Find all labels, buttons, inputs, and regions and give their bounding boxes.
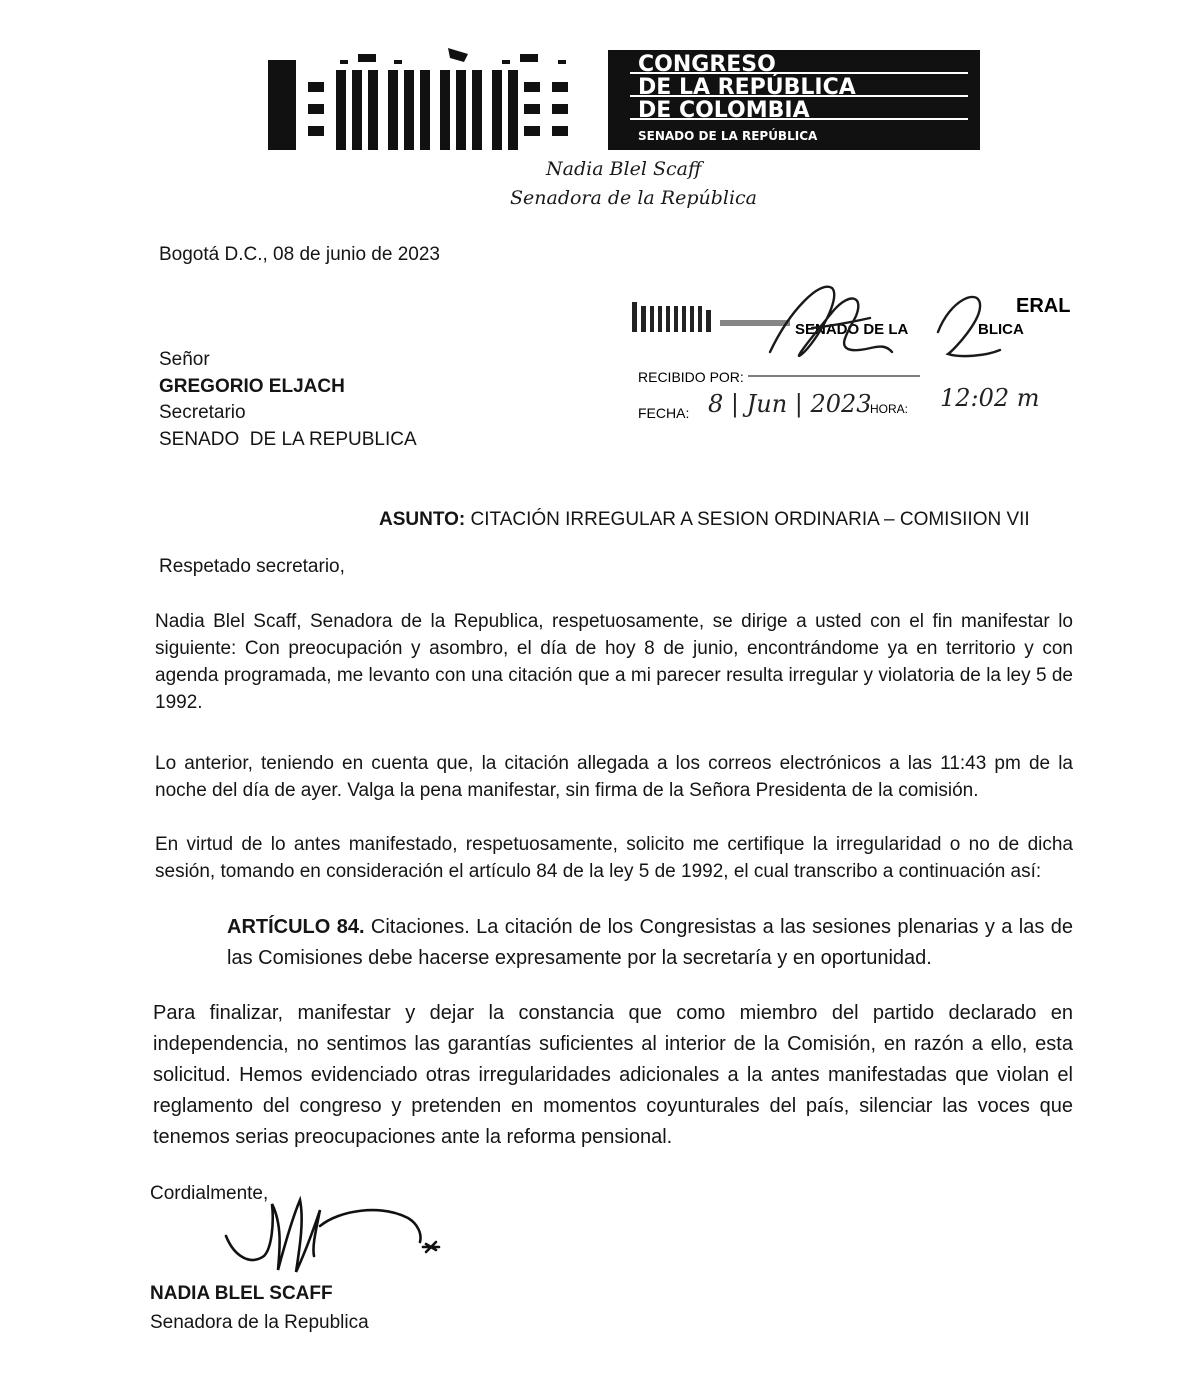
congress-logo <box>268 42 980 150</box>
recipient-salutation: Señor <box>159 349 210 370</box>
stamp-office-right: BLICA <box>978 321 1024 338</box>
subject-label: ASUNTO: <box>379 509 466 530</box>
quote-text: Citaciones. La citación de los Congresistas a las sesiones plenarias y a las de las Comisiones debe hacerse expresamente por la secretaría y en oportunidad. <box>227 916 1073 969</box>
paragraph-3: En virtud de lo antes manifestado, respetuosamente, solicito me certifique la irregularidad o no de dicha sesión, tomando en consideración el artículo 84 de la ley 5 de 1992, el cual transcribo a continuación así: <box>155 834 1073 882</box>
stamp-date-value: 8 | Jun | 2023 <box>708 390 872 418</box>
subject-line <box>379 506 1030 534</box>
sender-title-header: Senadora de la República <box>510 187 757 209</box>
stamp-received-label: RECIBIDO POR: <box>638 369 744 385</box>
stamp-hour-value: 12:02 m <box>940 384 1040 412</box>
closing: Cordialmente, <box>150 1183 269 1204</box>
stamp-office: SENADO DE LA <box>795 321 909 338</box>
recipient-position: Secretario <box>159 402 246 423</box>
quote-label: ARTÍCULO 84. <box>227 916 365 938</box>
greeting: Respetado secretario, <box>159 556 345 577</box>
signer-name: NADIA BLEL SCAFF <box>150 1283 333 1304</box>
stamp-hour-label: HORA: <box>870 402 909 416</box>
place-date: Bogotá D.C., 08 de junio de 2023 <box>159 244 440 265</box>
paragraph-4: Para finalizar, manifestar y dejar la constancia que como miembro del partido declarado en independencia, no sentimos las garantías suficientes al interior de la Comisión, en razón a ello, esta solicitud. Hemos evidenciado otras irregularidades adicionales a la antes manifestadas que violan el reglamento del congreso y pretenden en momentos coyunturales del país, silenciar las voces que tenemos serias preocupaciones ante la reforma pensional. <box>153 1002 1073 1148</box>
received-stamp <box>620 270 1080 430</box>
capitol-columns-icon <box>268 48 980 150</box>
logo-line-congreso: CONGRESO <box>638 52 776 77</box>
stamp-date-label: FECHA: <box>638 405 690 421</box>
quoted-article <box>227 912 1073 974</box>
sender-name-header: Nadia Blel Scaff <box>546 158 702 180</box>
handwritten-signature-icon <box>220 1190 460 1280</box>
paragraph-1: Nadia Blel Scaff, Senadora de la Republica, respetuosamente, se dirige a usted con el fin manifestar lo siguiente: Con preocupación y asombro, el día de hoy 8 de junio, encontrándome ya en territorio y con agenda programada, me levanto con una citación que a mi parecer resulta irregular y violatoria de la ley 5 de 1992. <box>155 611 1073 713</box>
subject-text: CITACIÓN IRREGULAR A SESION ORDINARIA – COMISIION VII <box>470 509 1030 530</box>
paragraph-2: Lo anterior, teniendo en cuenta que, la citación allegada a los correos electrónicos a las 11:43 pm de la noche del día de ayer. Valga la pena manifestar, sin firma de la Señora Presidenta de la comisión. <box>155 753 1073 801</box>
recipient-name: GREGORIO ELJACH <box>159 376 345 397</box>
logo-line-senado: SENADO DE LA REPÚBLICA <box>638 129 818 143</box>
logo-line-colombia: DE COLOMBIA <box>638 98 810 123</box>
logo-line-republica: DE LA REPÚBLICA <box>638 75 856 100</box>
stamp-logo-icon <box>632 302 790 332</box>
signer-title: Senadora de la Republica <box>150 1312 369 1333</box>
stamp-header-fragment: ERAL <box>1016 295 1071 317</box>
recipient-entity: SENADO DE LA REPUBLICA <box>159 429 417 450</box>
